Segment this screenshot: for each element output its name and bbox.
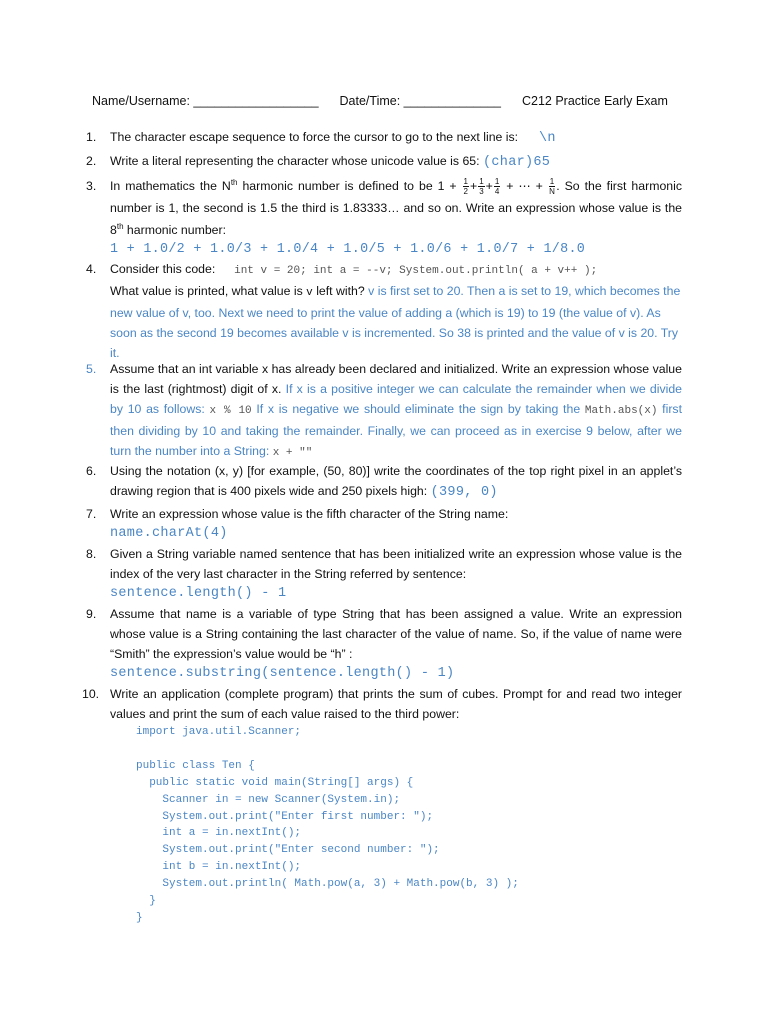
answer-code-block: import java.util.Scanner; public class Ten { public static void main(String[] args) { Scanner in = new Scanner(System.in); System.out.print("Enter first number: "); int a = in.nextInt(); System.out.print("Enter second number: "); int b = in.nextInt(); System.out.println( Math.pow(a, 3) + Math.pow(b, 3) ); } } xyxy=(136,726,519,924)
code-snippet: x % 10 xyxy=(209,405,252,417)
question-1 xyxy=(86,127,682,149)
question-text: Assume that an int variable x has already been declared and initialized. Write an expression whose value is the last (rightmost) digit of x. xyxy=(110,362,682,396)
fraction: $\frac{1}{N}$ xyxy=(549,177,555,197)
question-text: left with? xyxy=(312,284,365,298)
question-text: Write an application (complete program) that prints the sum of cubes. Prompt for and read two integer values and print the sum of each value raised to the third power: xyxy=(110,687,682,721)
answer: v is first set to 20. Then a is set to 19, which becomes the new value of v, too. Next we need to print the value of adding a (which is 19) to 19 (the value of v). As soon as the second 19 becomes available v is incremented. So 38 is printed and the value of v is 20. Try it. xyxy=(110,284,681,360)
answer: (399, 0) xyxy=(430,485,498,500)
question-number: 8. xyxy=(86,547,97,561)
question-2 xyxy=(86,151,682,173)
question-text: Assume that name is a variable of type String that has been assigned a value. Write an expression whose value is a String containing the last character of the value of name. So, if the value of name were “Smith” the expression’s value would be “h” : xyxy=(110,607,682,661)
question-5 xyxy=(86,359,683,463)
question-text: Consider this code: xyxy=(110,262,216,276)
fraction: $\frac{1}{2}$ xyxy=(463,177,468,197)
question-text: harmonic number is defined to be 1 + xyxy=(237,179,462,193)
name-username-field: Name/Username: __________________ xyxy=(92,94,319,108)
question-number: 10. xyxy=(82,687,100,701)
superscript: th xyxy=(116,221,124,231)
answer: sentence.length() - 1 xyxy=(110,586,287,601)
exam-header xyxy=(92,94,668,108)
question-number: 9. xyxy=(86,607,97,621)
answer: name.charAt(4) xyxy=(110,526,228,541)
superscript: th xyxy=(230,177,238,187)
question-8 xyxy=(86,544,682,604)
code-snippet: int v = 20; int a = --v; System.out.println( a + v++ ); xyxy=(234,265,598,277)
answer: first then dividing by 10 and taking the remainder. Finally, we can proceed as in exercise 9 below, after we turn the number into a String: xyxy=(110,402,682,458)
question-number: 7. xyxy=(86,507,97,521)
question-3: 3. In mathematics the $N^{th}$ harmonic number is defined to be 1 + $\frac{1}{2}$ + $\frac{1}{3}$ + $\frac{1}{4}$ + ⋯ + $\frac{1}{N}$ . So the first harmonic number is 1, the second is 1.5 the third is 1.83333… and so on. Write an expression whose value is the 8th harmonic number: 1 + 1.0/2 + 1.0/3 + 1.0/4 + 1.0/5 + 1.0/6 + 1.0/7 + 1/8.0 xyxy=(110,175,682,261)
question-text: harmonic number: xyxy=(123,223,227,237)
date-time-field: Date/Time: ______________ xyxy=(339,94,501,108)
question-number: 6. xyxy=(86,464,97,478)
question-number: 4. xyxy=(86,262,97,276)
answer: sentence.substring(sentence.length() - 1) xyxy=(110,666,455,681)
question-6 xyxy=(86,461,682,503)
question-text: Write a literal representing the character whose unicode value is 65: xyxy=(110,154,480,168)
question-number: 2. xyxy=(86,154,97,168)
answer: If x is negative we should eliminate the sign by taking the xyxy=(251,402,585,416)
code-snippet: x + "" xyxy=(272,447,313,459)
question-4 xyxy=(86,259,682,363)
question-number: 3. xyxy=(86,179,97,193)
question-number: 1. xyxy=(86,130,97,144)
question-4-body xyxy=(110,281,682,363)
answer: If x is a positive integer we can calculate the remainder when we divide by 10 as follows: xyxy=(110,382,683,416)
question-text: The character escape sequence to force the cursor to go to the next line is: xyxy=(110,130,519,144)
answer: \n xyxy=(538,131,556,146)
answer: 1 + 1.0/2 + 1.0/3 + 1.0/4 + 1.0/5 + 1.0/6 + 1.0/7 + 1/8.0 xyxy=(110,242,586,257)
ellipsis: + ⋯ + xyxy=(501,179,548,193)
code-snippet: Math.abs(x) xyxy=(584,405,658,417)
question-text: In mathematics the N xyxy=(110,179,231,193)
exam-title: C212 Practice Early Exam xyxy=(521,94,668,108)
code-variable: v xyxy=(306,287,313,299)
fraction: $\frac{1}{4}$ xyxy=(494,177,500,197)
question-10 xyxy=(82,684,682,724)
question-text: What value is printed, what value is xyxy=(110,284,307,298)
question-text: Using the notation (x, y) [for example, (50, 80)] write the coordinates of the top right pixel in an applet’s drawing region that is 400 pixels wide and 250 pixels high: xyxy=(110,464,682,498)
question-7 xyxy=(86,504,682,544)
question-text: Write an expression whose value is the fifth character of the String name: xyxy=(110,507,509,521)
question-9 xyxy=(86,604,682,684)
question-text: Given a String variable named sentence that has been initialized write an expression whose value is the index of the very last character in the String referred by sentence: xyxy=(110,547,682,581)
question-text: . So the first harmonic number is 1, the second is 1.5 the third is 1.83333… and so on. Write an expression whose value is the 8 xyxy=(110,179,682,237)
fraction: $\frac{1}{3}$ xyxy=(479,177,484,197)
answer: (char)65 xyxy=(482,155,551,170)
question-number: 5. xyxy=(86,362,97,376)
